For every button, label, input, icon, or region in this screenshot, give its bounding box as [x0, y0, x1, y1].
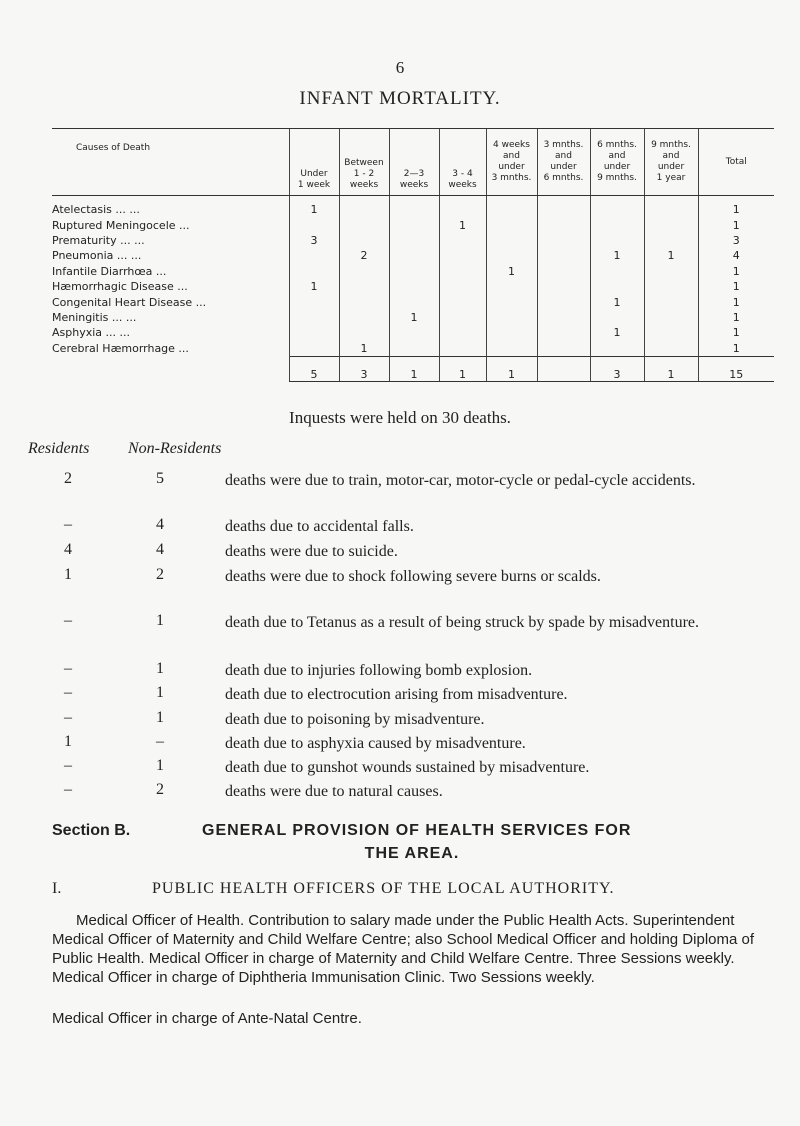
header-col-line: 9 mnths. [597, 173, 637, 183]
header-col-line: weeks [399, 180, 429, 190]
non-residents-header: Non-Residents [128, 440, 222, 457]
non-residents-count: 1 [156, 709, 164, 726]
header-col-line: and [608, 151, 626, 161]
value-cell: 1 [590, 248, 644, 263]
table-body [52, 196, 774, 382]
value-cell [439, 325, 486, 340]
value-cell [537, 248, 590, 263]
non-residents-count: 2 [156, 566, 164, 583]
value-cell [289, 264, 339, 279]
header-col-line: Under [300, 169, 328, 179]
table-row [52, 196, 774, 218]
value-cell [289, 341, 339, 357]
value-cell [389, 217, 439, 232]
death-description: deaths were due to train, motor-car, motor-cycle or pedal-cycle accidents. [225, 472, 696, 489]
header-col-line: 1 year [656, 173, 686, 183]
residents-header: Residents [28, 440, 90, 457]
death-description: death due to poisoning by misadventure. [225, 711, 485, 728]
value-cell [389, 248, 439, 263]
non-residents-count: – [156, 733, 164, 750]
death-description: deaths were due to suicide. [225, 543, 398, 560]
value-cell [537, 341, 590, 357]
header-col-line: 6 mnths. [543, 173, 584, 183]
value-cell [590, 279, 644, 294]
table-row [52, 341, 774, 357]
value-cell [439, 310, 486, 325]
inquests-note: Inquests were held on 30 deaths. [289, 408, 511, 427]
value-cell [389, 264, 439, 279]
value-cell [486, 196, 537, 218]
residents-count: – [64, 612, 72, 629]
total-cell: 3 [590, 356, 644, 381]
death-description: deaths were due to natural causes. [225, 783, 443, 800]
header-col-6 [590, 129, 644, 196]
value-cell [389, 341, 439, 357]
value-cell [289, 310, 339, 325]
value-cell [339, 264, 389, 279]
header-col-3 [439, 129, 486, 196]
cause-cell: Cerebral Hæmorrhage ... [52, 341, 189, 355]
value-cell [439, 233, 486, 248]
value-cell [339, 196, 389, 218]
value-cell [537, 279, 590, 294]
value-cell: 1 [698, 264, 774, 279]
totals-label-cell [52, 356, 289, 381]
value-cell: 1 [698, 196, 774, 218]
value-cell [389, 294, 439, 309]
subsection-number: I. [52, 880, 62, 897]
cause-cell: Meningitis ... ... [52, 310, 137, 324]
infant-mortality-table [52, 128, 774, 382]
value-cell [439, 341, 486, 357]
value-cell [590, 196, 644, 218]
value-cell [486, 248, 537, 263]
value-cell [339, 310, 389, 325]
value-cell [486, 217, 537, 232]
total-cell: 1 [644, 356, 698, 381]
residents-count: 4 [64, 541, 72, 558]
value-cell [486, 310, 537, 325]
value-cell [590, 217, 644, 232]
table-row [52, 310, 774, 325]
total-cell: 5 [289, 356, 339, 381]
value-cell [590, 310, 644, 325]
total-cell: 1 [439, 356, 486, 381]
value-cell [537, 217, 590, 232]
value-cell [389, 279, 439, 294]
section-heading-line1: GENERAL PROVISION OF HEALTH SERVICES FOR [202, 822, 632, 839]
residents-count: – [64, 709, 72, 726]
residents-count: – [64, 781, 72, 798]
table-row [52, 279, 774, 294]
header-col-line: 3 mnths. [543, 140, 584, 150]
value-cell [590, 341, 644, 357]
death-description: deaths due to accidental falls. [225, 518, 414, 535]
value-cell: 1 [698, 294, 774, 309]
value-cell [439, 279, 486, 294]
header-col-line: 3 - 4 [452, 169, 473, 179]
paragraph-medical-officer: Medical Officer of Health. Contribution to salary made under the Public Health Acts. Superintendent Medical Officer of Maternity and Child Welfare Centre; also School Medical Officer and holding Diploma of Public Health. Medical Officer in charge of Maternity and Child Welfare Centre. Three Sessions weekly. Medical Officer in charge of Diphtheria Immunisation Clinic. Two Sessions weekly. [52, 912, 755, 986]
value-cell: 1 [289, 196, 339, 218]
total-cell: 1 [389, 356, 439, 381]
cause-cell: Infantile Diarrhœa ... [52, 264, 167, 278]
value-cell [486, 233, 537, 248]
value-cell [389, 233, 439, 248]
value-cell [486, 279, 537, 294]
header-col-line: weeks [448, 180, 477, 190]
page-number: 6 [395, 58, 405, 77]
value-cell: 1 [486, 264, 537, 279]
value-cell: 1 [590, 325, 644, 340]
header-col-line: under [603, 162, 631, 172]
residents-count: 1 [64, 733, 72, 750]
residents-count: – [64, 684, 72, 701]
value-cell [289, 217, 339, 232]
header-col-line: and [662, 151, 680, 161]
value-cell [590, 264, 644, 279]
value-cell [644, 325, 698, 340]
header-col-line: weeks [349, 180, 379, 190]
value-cell [644, 310, 698, 325]
value-cell [644, 341, 698, 357]
header-col-line: 2—3 [403, 169, 425, 179]
header-col-line: 6 mnths. [597, 140, 637, 150]
value-cell [537, 264, 590, 279]
header-col-1 [339, 129, 389, 196]
subsection-title: PUBLIC HEALTH OFFICERS OF THE LOCAL AUTHORITY. [152, 880, 615, 897]
value-cell: 1 [698, 310, 774, 325]
header-col-8 [698, 129, 774, 196]
total-cell [537, 356, 590, 381]
value-cell [537, 196, 590, 218]
non-residents-count: 4 [156, 516, 164, 533]
cause-cell: Asphyxia ... ... [52, 326, 130, 340]
value-cell [439, 196, 486, 218]
non-residents-count: 4 [156, 541, 164, 558]
value-cell: 1 [698, 341, 774, 357]
value-cell [537, 233, 590, 248]
value-cell [644, 294, 698, 309]
totals-row [52, 356, 774, 381]
value-cell [289, 294, 339, 309]
value-cell [289, 325, 339, 340]
non-residents-count: 1 [156, 757, 164, 774]
value-cell: 2 [339, 248, 389, 263]
table-row [52, 217, 774, 232]
value-cell [339, 233, 389, 248]
header-col-line: 1 - 2 [353, 169, 375, 179]
value-cell [486, 294, 537, 309]
total-cell: 1 [486, 356, 537, 381]
death-description: death due to gunshot wounds sustained by misadventure. [225, 759, 590, 776]
value-cell [339, 217, 389, 232]
section-label: Section B. [52, 822, 131, 839]
value-cell: 1 [698, 325, 774, 340]
value-cell [486, 341, 537, 357]
total-cell: 3 [339, 356, 389, 381]
value-cell: 1 [590, 294, 644, 309]
value-cell: 4 [698, 248, 774, 263]
header-col-2 [389, 129, 439, 196]
value-cell: 1 [289, 279, 339, 294]
non-residents-count: 1 [156, 660, 164, 677]
residents-count: 1 [64, 566, 72, 583]
header-col-line: 4 weeks [493, 140, 530, 150]
table-row [52, 248, 774, 263]
value-cell [389, 196, 439, 218]
value-cell: 1 [698, 279, 774, 294]
value-cell: 1 [644, 248, 698, 263]
header-col-line: Between [344, 158, 384, 168]
value-cell: 1 [439, 217, 486, 232]
death-description: death due to electrocution arising from misadventure. [225, 686, 568, 703]
value-cell [644, 233, 698, 248]
header-col-line: 3 mnths. [491, 173, 532, 183]
total-cell: 15 [698, 356, 774, 381]
death-description: deaths were due to shock following severe burns or scalds. [225, 568, 601, 585]
value-cell [439, 248, 486, 263]
value-cell [537, 294, 590, 309]
cause-cell: Pneumonia ... ... [52, 249, 142, 263]
value-cell [537, 310, 590, 325]
death-description: death due to asphyxia caused by misadventure. [225, 735, 526, 752]
value-cell [644, 217, 698, 232]
header-col-line: under [657, 162, 685, 172]
section-heading-line2: THE AREA. [364, 845, 460, 862]
residents-count: – [64, 660, 72, 677]
non-residents-count: 1 [156, 684, 164, 701]
non-residents-count: 2 [156, 781, 164, 798]
value-cell [439, 264, 486, 279]
header-col-line: 1 week [297, 180, 331, 190]
cause-cell: Prematurity ... ... [52, 233, 145, 247]
value-cell [644, 279, 698, 294]
value-cell [439, 294, 486, 309]
value-cell: 3 [698, 233, 774, 248]
value-cell: 1 [339, 341, 389, 357]
cause-cell: Congenital Heart Disease ... [52, 295, 207, 309]
header-col-line: under [550, 162, 577, 172]
header-col-line: and [503, 151, 520, 161]
cause-cell: Atelectasis ... ... [52, 203, 140, 217]
residents-count: – [64, 516, 72, 533]
value-cell [389, 325, 439, 340]
value-cell: 1 [389, 310, 439, 325]
header-col-line: Total [725, 156, 747, 167]
value-cell [339, 325, 389, 340]
paragraph-ante-natal: Medical Officer in charge of Ante-Natal Centre. [52, 1010, 362, 1027]
value-cell [590, 233, 644, 248]
table-header-row [52, 129, 774, 196]
header-col-7 [644, 129, 698, 196]
value-cell [644, 196, 698, 218]
header-col-line: and [555, 151, 572, 161]
death-description: death due to injuries following bomb explosion. [225, 662, 533, 679]
cause-cell: Hæmorrhagic Disease ... [52, 280, 188, 294]
value-cell [486, 325, 537, 340]
non-residents-count: 5 [156, 470, 164, 487]
value-cell [339, 294, 389, 309]
table-row [52, 325, 774, 340]
value-cell [644, 264, 698, 279]
value-cell [339, 279, 389, 294]
header-col-line: under [498, 162, 525, 172]
value-cell [537, 325, 590, 340]
header-col-line: 9 mnths. [651, 140, 691, 150]
table-row [52, 264, 774, 279]
value-cell: 3 [289, 233, 339, 248]
table-row [52, 233, 774, 248]
header-col-5 [537, 129, 590, 196]
death-description: death due to Tetanus as a result of being struck by spade by misadventure. [225, 614, 700, 631]
value-cell: 1 [698, 217, 774, 232]
header-col-4 [486, 129, 537, 196]
page-title: INFANT MORTALITY. [299, 88, 501, 109]
table-row [52, 294, 774, 309]
header-col-0 [289, 129, 339, 196]
non-residents-count: 1 [156, 612, 164, 629]
value-cell [289, 248, 339, 263]
header-cause: Causes of Death [52, 129, 289, 196]
cause-cell: Ruptured Meningocele ... [52, 218, 190, 232]
residents-count: 2 [64, 470, 72, 487]
residents-count: – [64, 757, 72, 774]
